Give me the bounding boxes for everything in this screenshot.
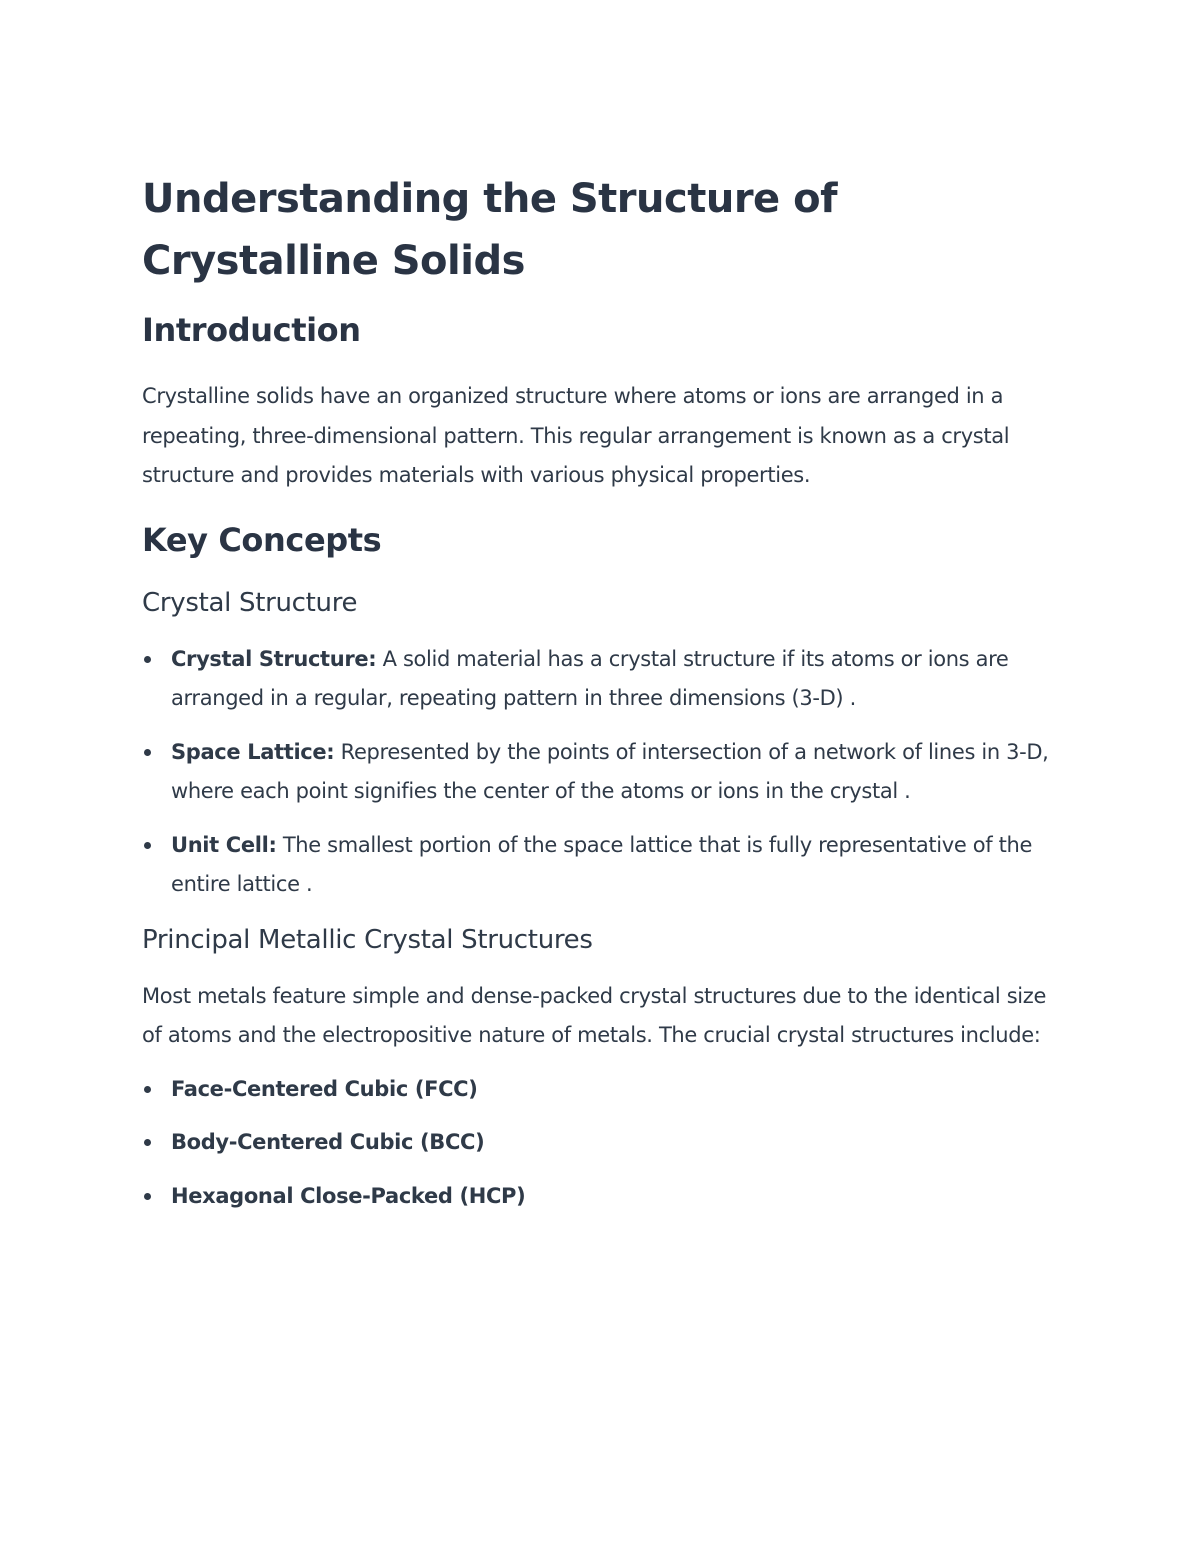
structure-name: Hexagonal Close-Packed (HCP) xyxy=(171,1183,526,1208)
structure-name: Body-Centered Cubic (BCC) xyxy=(171,1130,485,1154)
section-heading-key-concepts: Key Concepts xyxy=(142,520,382,559)
term-definition: A solid material has a crystal structure if its atoms or ions are arranged in a regular, repeating pattern in three dimensions (3-D) . xyxy=(171,646,1009,710)
document-title: Understanding the Structure of Crystalline Solids xyxy=(142,176,837,284)
introduction-paragraph: Crystalline solids have an organized structure where atoms or ions are arranged in a repeating, three-dimensional pattern. This regular arrangement is known as a crystal structure and provides materials with various physical properties. xyxy=(142,384,1010,487)
subsection-heading-metallic-structures: Principal Metallic Crystal Structures xyxy=(142,924,593,955)
term-definition: The smallest portion of the space lattice that is fully representative of the entire lattice . xyxy=(171,832,1033,896)
key-concepts-list xyxy=(142,640,1062,905)
metallic-structures-list xyxy=(142,1070,1062,1217)
bullet-icon xyxy=(144,1086,151,1093)
term-definition: Represented by the points of intersection of a network of lines in 3-D, where each point signifies the center of the atoms or ions in the crystal . xyxy=(171,739,1049,803)
term-label: Space Lattice: xyxy=(171,739,335,764)
subsection-heading-crystal-structure: Crystal Structure xyxy=(142,587,358,618)
bullet-icon xyxy=(144,749,151,756)
list-item xyxy=(142,1070,1062,1110)
list-item xyxy=(142,1177,1062,1217)
bullet-icon xyxy=(144,1139,151,1146)
bullet-icon xyxy=(144,842,151,849)
list-item xyxy=(142,826,1062,905)
list-item xyxy=(142,640,1062,719)
section-heading-introduction: Introduction xyxy=(142,311,361,349)
list-item xyxy=(142,733,1062,812)
structure-name: Face-Centered Cubic (FCC) xyxy=(171,1076,478,1101)
metallic-paragraph: Most metals feature simple and dense-packed crystal structures due to the identical size of atoms and the electropositive nature of metals. The crucial crystal structures include: xyxy=(142,983,1047,1047)
document-page xyxy=(142,168,1062,1216)
bullet-icon xyxy=(144,656,151,663)
term-label: Unit Cell: xyxy=(171,832,277,857)
bullet-icon xyxy=(144,1193,151,1200)
list-item xyxy=(142,1123,1062,1163)
term-label: Crystal Structure: xyxy=(171,646,377,671)
